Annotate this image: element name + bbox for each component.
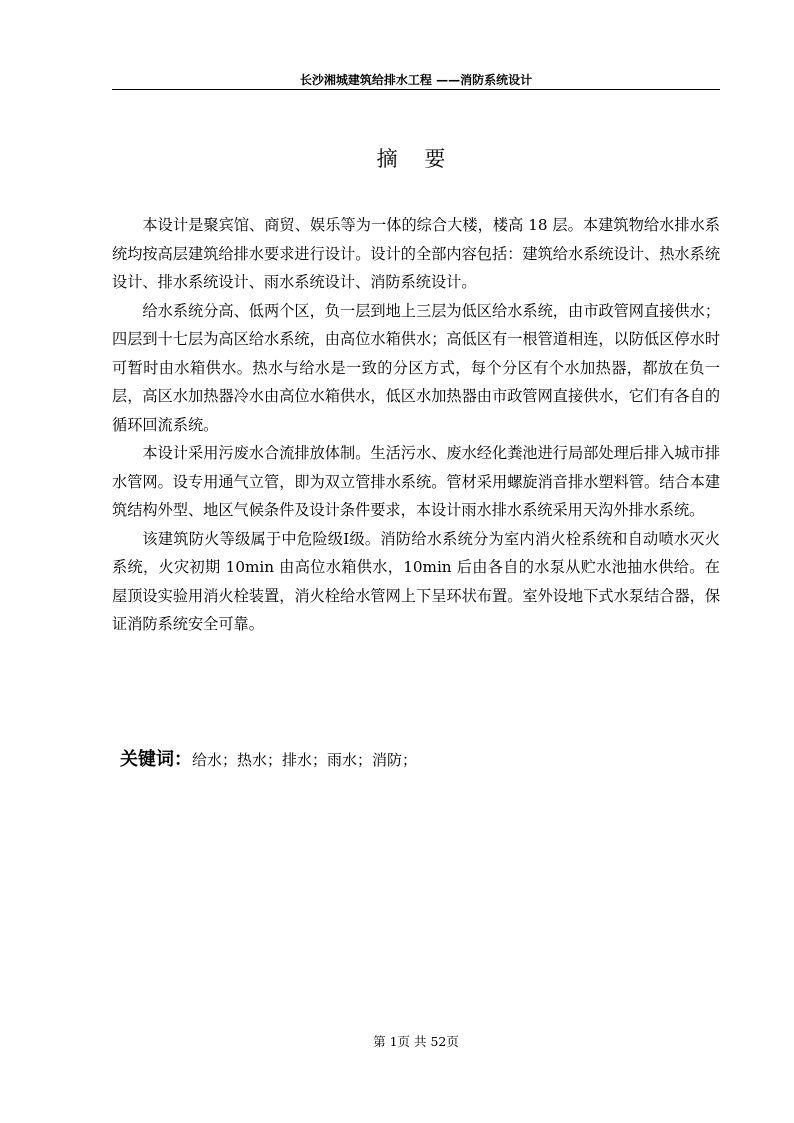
- abstract-paragraph-4: 该建筑防火等级属于中危险级Ⅰ级。消防给水系统分为室内消火栓系统和自动喷水灭火系统，火灾初期 10min 由高位水箱供水，10min 后由各自的水泵从贮水池抽水供给。在屋顶设实验用消火栓装置，消火栓给水管网上下呈环状布置。室外设地下式水泵结合器，保证消防系统安全可靠。: [112, 529, 720, 633]
- header-rule: [112, 89, 720, 90]
- abstract-paragraph-3: 本设计采用污废水合流排放体制。生活污水、废水经化粪池进行局部处理后排入城市排水管网。设专用通气立管，即为双立管排水系统。管材采用螺旋消音排水塑料管。结合本建筑结构外型、地区气候条件及设计条件要求，本设计雨水排水系统采用天沟外排水系统。: [112, 444, 720, 519]
- abstract-title: 摘 要: [376, 147, 456, 171]
- abstract-paragraph-1: 本设计是聚宾馆、商贸、娱乐等为一体的综合大楼，楼高 18 层。本建筑物给水排水系统均按高层建筑给排水要求进行设计。设计的全部内容包括：建筑给水系统设计、热水系统设计、排水系统设计、雨水系统设计、消防系统设计。: [112, 216, 720, 291]
- abstract-body: [112, 211, 720, 639]
- page-number-footer: 第 1页 共 52页: [373, 1034, 459, 1049]
- keywords-line: [120, 748, 720, 772]
- abstract-paragraph-2: 给水系统分高、低两个区，负一层到地上三层为低区给水系统，由市政管网直接供水；四层到十七层为高区给水系统，由高位水箱供水；高低区有一根管道相连，以防低区停水时可暂时由水箱供水。热水与给水是一致的分区方式，每个分区有个水加热器，都放在负一层，高区水加热器冷水由高位水箱供水，低区水加热器由市政管网直接供水，它们有各自的循环回流系统。: [112, 301, 720, 434]
- keywords-label: 关键词：: [120, 749, 192, 770]
- running-header: 长沙湘城建筑给排水工程 ——消防系统设计: [299, 73, 533, 87]
- keywords-value: 给水；热水；排水；雨水；消防；: [192, 751, 418, 769]
